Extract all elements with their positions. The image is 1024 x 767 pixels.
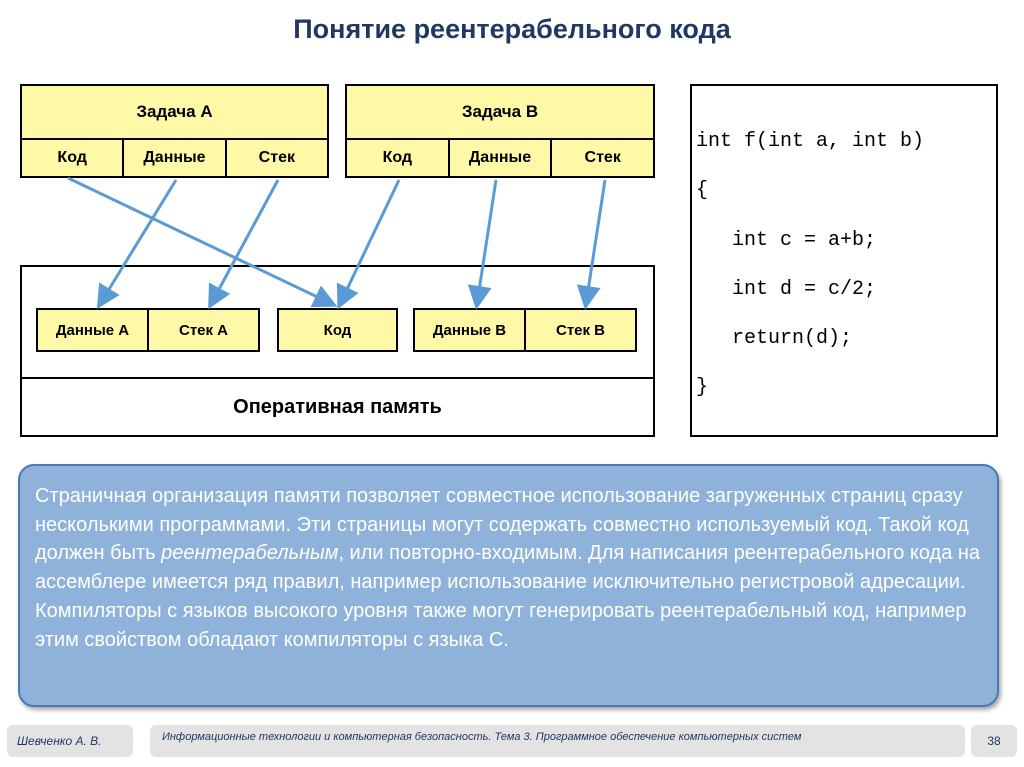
footer-author: Шевченко А. В. (7, 725, 133, 757)
footer-course: Информационные технологии и компьютерная безопасность. Тема 3. Программное обеспечение компьютерных систем (150, 725, 965, 757)
info-text-after: , или повторно-входимым. Для написания реентерабельного кода на ассемблере имеется ряд правил, например использование исключительно регистровой адресации. Компиляторы с языков высокого уровня также могут генерировать реентерабельный код, например этим свойством обладают компиляторы с языка С. (35, 542, 981, 651)
arrow-b-code (340, 180, 399, 304)
code-line: return(d); (696, 327, 853, 350)
memory-data-a: Данные А (38, 310, 149, 350)
code-line: int f(int a, int b) (696, 130, 925, 153)
code-line: int c = a+b; (696, 229, 877, 252)
memory-label: Оперативная память (233, 395, 442, 418)
arrow-b-stack (586, 180, 605, 304)
info-text-before: Страничная организация памяти позволяет совместное использование загруженных страниц сразу несколькими программами. Эти страницы могут содержать совместно используемый код. Такой код должен быть (35, 485, 969, 565)
task-a-stack-cell: Стек (258, 149, 295, 166)
task-b-title: Задача В (347, 86, 653, 140)
task-b-code-cell: Код (347, 140, 450, 176)
page-number: 38 (971, 725, 1017, 757)
code-line: int d = c/2; (696, 278, 877, 301)
task-a-data-cell: Данные (124, 140, 226, 176)
code-line: } (696, 376, 709, 399)
task-b-stack-cell: Стек (584, 149, 621, 166)
code-line: { (696, 179, 709, 202)
memory-code: Код (323, 321, 352, 339)
info-text (35, 482, 985, 654)
memory-stack-a: Стек А (178, 321, 229, 339)
task-b-data-cell: Данные (450, 140, 553, 176)
info-text-emphasis: реентерабельным (161, 542, 339, 565)
memory-stack-b: Стек В (555, 321, 606, 339)
arrow-a-stack (211, 180, 278, 304)
slide-title: Понятие реентерабельного кода (293, 14, 731, 44)
info-panel (18, 464, 999, 707)
memory-data-b: Данные В (415, 310, 526, 350)
task-a-code-cell: Код (22, 140, 124, 176)
arrow-b-data (477, 180, 496, 304)
code-box (690, 84, 998, 437)
task-a-title: Задача А (22, 86, 327, 140)
arrow-a-code (68, 178, 332, 304)
